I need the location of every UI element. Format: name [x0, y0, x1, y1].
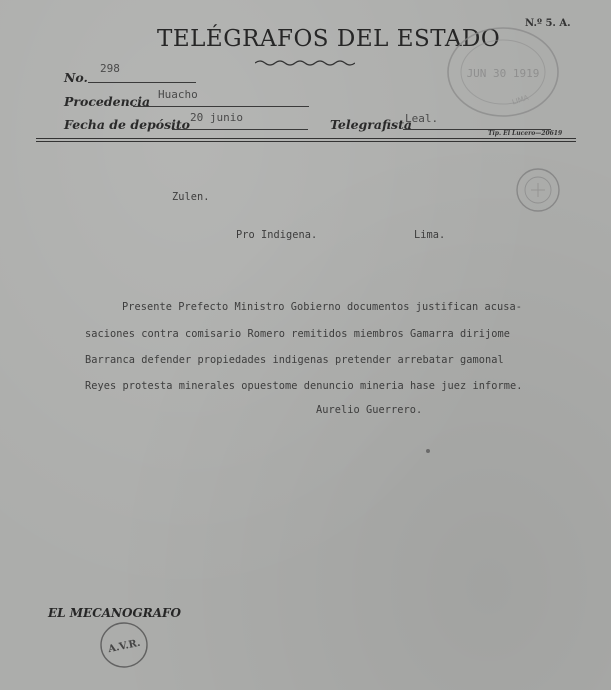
- form-number: N.º 5. A.: [525, 18, 571, 29]
- ink-speck: [426, 449, 430, 453]
- telegrafista-value: Leal.: [405, 112, 439, 125]
- typist-initials: A.V.R.: [107, 637, 142, 656]
- stamp-place: LIMA: [511, 93, 530, 107]
- typist-initials-stamp: [98, 620, 150, 670]
- fecha-line: [172, 129, 308, 130]
- received-date-stamp: [443, 24, 563, 120]
- procedencia-label: Procedencia: [64, 94, 151, 109]
- fecha-value: 20 junio: [190, 111, 243, 124]
- stamp-date: JUN 30 1919: [466, 67, 540, 80]
- office-stamp: [514, 166, 562, 214]
- no-value: 298: [100, 62, 120, 75]
- form-title: TELÉGRAFOS DEL ESTADO: [157, 26, 501, 52]
- no-label: No.: [64, 70, 88, 85]
- body-line-4: Reyes protesta minerales opuestome denuncio mineria hase juez informe.: [85, 380, 523, 392]
- addressee: Zulen.: [172, 191, 210, 203]
- fecha-label: Fecha de depósito: [64, 117, 191, 132]
- body-line-2: saciones contra comisario Romero remitidos miembros Gamarra dirijome: [85, 328, 510, 340]
- title-flourish: [255, 58, 355, 68]
- signature: Aurelio Guerrero.: [316, 404, 423, 416]
- procedencia-line: [133, 106, 309, 107]
- destination-city: Lima.: [414, 229, 446, 241]
- header-rule-bottom: [36, 141, 576, 142]
- body-line-3: Barranca defender propiedades indigenas pretender arrebatar gamonal: [85, 354, 504, 366]
- no-line: [88, 82, 196, 83]
- body-line-1: Presente Prefecto Ministro Gobierno documentos justifican acusa-: [122, 301, 522, 313]
- typist-label: EL MECANOGRAFO: [48, 606, 181, 620]
- procedencia-value: Huacho: [158, 88, 198, 101]
- telegrafista-label: Telegrafista: [330, 117, 412, 132]
- header-rule-top: [36, 138, 576, 139]
- printer-mark: Tip. El Lucero—20619: [488, 130, 563, 137]
- institution: Pro Indigena.: [236, 229, 318, 241]
